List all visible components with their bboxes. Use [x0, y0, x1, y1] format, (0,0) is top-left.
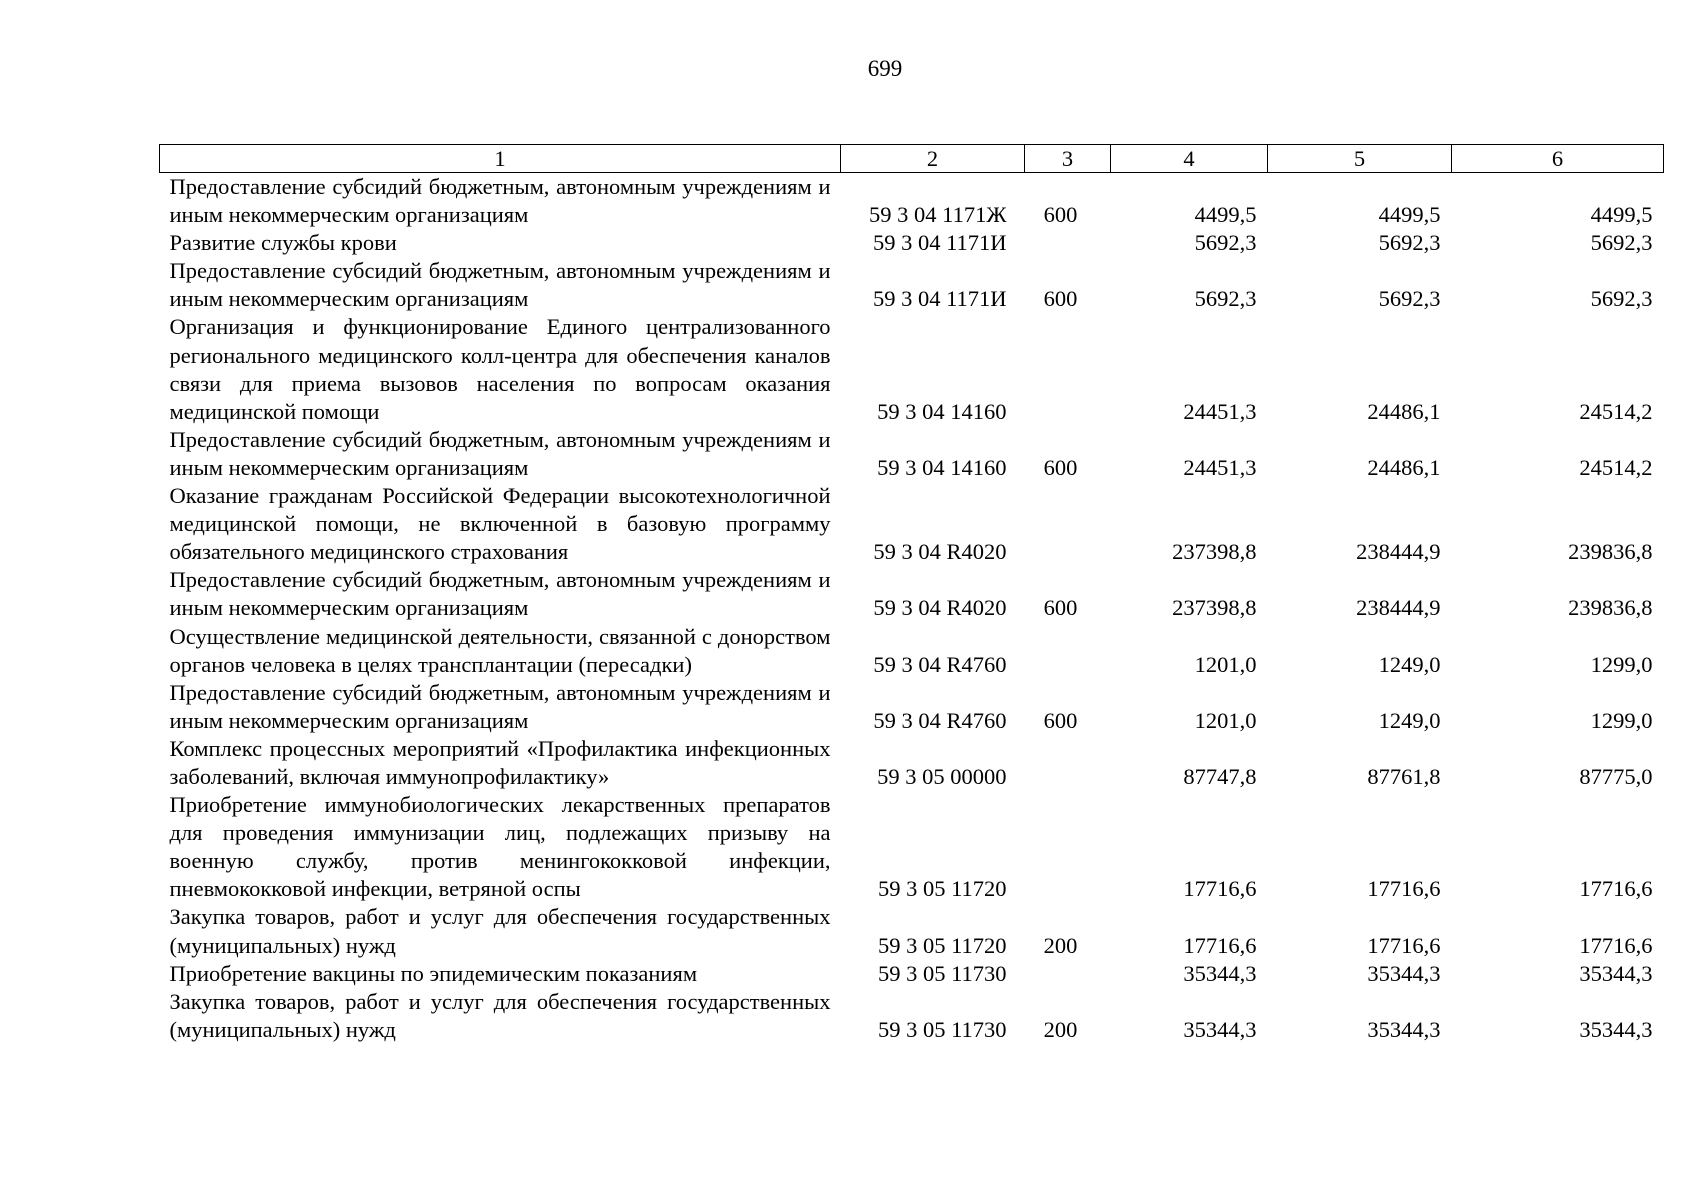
amount-year-2: 5692,3 [1378, 286, 1441, 312]
target-code: 59 3 04 1171И [872, 230, 1007, 256]
amount-year-3: 24514,2 [1579, 398, 1653, 424]
table-body [160, 173, 1664, 1044]
amount-year-2: 5692,3 [1378, 230, 1441, 256]
header-col-4: 4 [1111, 145, 1268, 173]
table-row [160, 679, 1664, 735]
expense-type: 600 [1043, 707, 1078, 733]
amount-year-3: 1299,0 [1590, 651, 1653, 677]
item-name: Организация и функционирование Единого централизованного регионального медицинского колл-центра для обеспечения каналов связи для приема вызовов населения по вопросам оказания медицинской помощи [169, 314, 831, 424]
amount-year-1: 5692,3 [1194, 286, 1257, 312]
amount-year-3: 1299,0 [1590, 707, 1653, 733]
item-name: Предоставление субсидий бюджетным, автономным учреждениям и иным некоммерческим организациям [169, 426, 831, 480]
expense-type: 200 [1043, 1016, 1078, 1042]
target-code: 59 3 04 14160 [877, 398, 1007, 424]
target-code: 59 3 05 11720 [877, 932, 1007, 958]
amount-year-1: 17716,6 [1183, 932, 1257, 958]
item-name: Предоставление субсидий бюджетным, автономным учреждениям и иным некоммерческим организациям [169, 258, 831, 312]
header-col-3: 3 [1025, 145, 1111, 173]
amount-year-1: 24451,3 [1183, 454, 1257, 480]
amount-year-3: 87775,0 [1579, 763, 1653, 789]
item-name: Приобретение иммунобиологических лекарственных препаратов для проведения иммунизации лиц, подлежащих призыву на военную службу, против менингококковой инфекции, пневмококковой инфекции, ветряной оспы [169, 792, 831, 902]
amount-year-1: 237398,8 [1172, 595, 1257, 621]
header-col-6: 6 [1452, 145, 1664, 173]
amount-year-2: 35344,3 [1367, 1016, 1441, 1042]
table-row [160, 903, 1664, 959]
table-row [160, 791, 1664, 903]
expense-type: 600 [1043, 286, 1078, 312]
table-row [160, 988, 1664, 1044]
table-row [160, 566, 1664, 622]
expense-type [1025, 482, 1111, 566]
item-name: Оказание гражданам Российской Федерации высокотехнологичной медицинской помощи, не включенной в базовую программу обязательного медицинского страхования [169, 483, 831, 565]
table-header [160, 145, 1664, 173]
expense-type [1025, 313, 1111, 425]
amount-year-2: 238444,9 [1356, 539, 1441, 565]
expense-type: 600 [1043, 202, 1078, 228]
table-row [160, 735, 1664, 791]
budget-table [159, 144, 1664, 1044]
item-name: Осуществление медицинской деятельности, связанной с донорством органов человека в целях трансплантации (пересадки) [169, 623, 831, 677]
page-number: 699 [867, 56, 903, 81]
amount-year-2: 24486,1 [1367, 398, 1441, 424]
amount-year-3: 5692,3 [1590, 286, 1653, 312]
amount-year-3: 4499,5 [1590, 202, 1653, 228]
item-name: Развитие службы крови [169, 230, 397, 256]
item-name: Предоставление субсидий бюджетным, автономным учреждениям и иным некоммерческим организациям [169, 679, 831, 733]
amount-year-3: 17716,6 [1579, 932, 1653, 958]
header-col-1: 1 [160, 145, 841, 173]
amount-year-1: 17716,6 [1183, 876, 1257, 902]
amount-year-3: 24514,2 [1579, 454, 1653, 480]
amount-year-2: 238444,9 [1356, 595, 1441, 621]
amount-year-2: 17716,6 [1367, 876, 1441, 902]
target-code: 59 3 04 1171Ж [869, 202, 1007, 228]
table-row [160, 960, 1664, 988]
item-name: Приобретение вакцины по эпидемическим показаниям [169, 960, 698, 986]
amount-year-1: 35344,3 [1183, 960, 1257, 986]
amount-year-2: 35344,3 [1367, 960, 1441, 986]
amount-year-1: 24451,3 [1183, 398, 1257, 424]
amount-year-3: 5692,3 [1590, 230, 1653, 256]
amount-year-2: 87761,8 [1367, 763, 1441, 789]
expense-type: 600 [1043, 454, 1078, 480]
header-col-2: 2 [841, 145, 1025, 173]
amount-year-3: 17716,6 [1579, 876, 1653, 902]
amount-year-3: 239836,8 [1568, 539, 1653, 565]
expense-type [1025, 791, 1111, 903]
target-code: 59 3 04 1171И [872, 286, 1007, 312]
amount-year-1: 1201,0 [1194, 707, 1257, 733]
amount-year-3: 239836,8 [1568, 595, 1653, 621]
table-row [160, 482, 1664, 566]
item-name: Предоставление субсидий бюджетным, автономным учреждениям и иным некоммерческим организациям [169, 567, 831, 621]
expense-type [1025, 623, 1111, 679]
header-col-5: 5 [1268, 145, 1452, 173]
amount-year-2: 17716,6 [1367, 932, 1441, 958]
target-code: 59 3 04 R4760 [873, 707, 1007, 733]
header-row [160, 145, 1664, 173]
expense-type: 600 [1043, 595, 1078, 621]
amount-year-3: 35344,3 [1579, 1016, 1653, 1042]
amount-year-3: 35344,3 [1579, 960, 1653, 986]
item-name: Закупка товаров, работ и услуг для обеспечения государственных (муниципальных) нужд [169, 988, 831, 1042]
target-code: 59 3 05 11730 [877, 960, 1007, 986]
table-row [160, 173, 1664, 230]
amount-year-1: 5692,3 [1194, 230, 1257, 256]
amount-year-1: 1201,0 [1194, 651, 1257, 677]
target-code: 59 3 04 R4020 [873, 595, 1007, 621]
table-row [160, 623, 1664, 679]
target-code: 59 3 05 11730 [877, 1016, 1007, 1042]
table-row [160, 313, 1664, 425]
amount-year-2: 1249,0 [1378, 651, 1441, 677]
table-row [160, 426, 1664, 482]
expense-type: 200 [1043, 932, 1078, 958]
amount-year-1: 237398,8 [1172, 539, 1257, 565]
amount-year-1: 87747,8 [1183, 763, 1257, 789]
target-code: 59 3 04 14160 [877, 454, 1007, 480]
target-code: 59 3 04 R4020 [873, 539, 1007, 565]
table-row [160, 229, 1664, 257]
amount-year-2: 1249,0 [1378, 707, 1441, 733]
item-name: Закупка товаров, работ и услуг для обеспечения государственных (муниципальных) нужд [169, 904, 831, 958]
item-name: Предоставление субсидий бюджетным, автономным учреждениям и иным некоммерческим организациям [169, 174, 831, 228]
amount-year-2: 4499,5 [1378, 202, 1441, 228]
amount-year-2: 24486,1 [1367, 454, 1441, 480]
expense-type [1025, 960, 1111, 988]
table-row [160, 257, 1664, 313]
target-code: 59 3 05 00000 [877, 763, 1007, 789]
target-code: 59 3 04 R4760 [873, 651, 1007, 677]
amount-year-1: 35344,3 [1183, 1016, 1257, 1042]
expense-type [1025, 735, 1111, 791]
item-name: Комплекс процессных мероприятий «Профилактика инфекционных заболеваний, включая иммунопрофилактику» [169, 735, 831, 789]
amount-year-1: 4499,5 [1194, 202, 1257, 228]
target-code: 59 3 05 11720 [877, 876, 1007, 902]
expense-type [1025, 229, 1111, 257]
